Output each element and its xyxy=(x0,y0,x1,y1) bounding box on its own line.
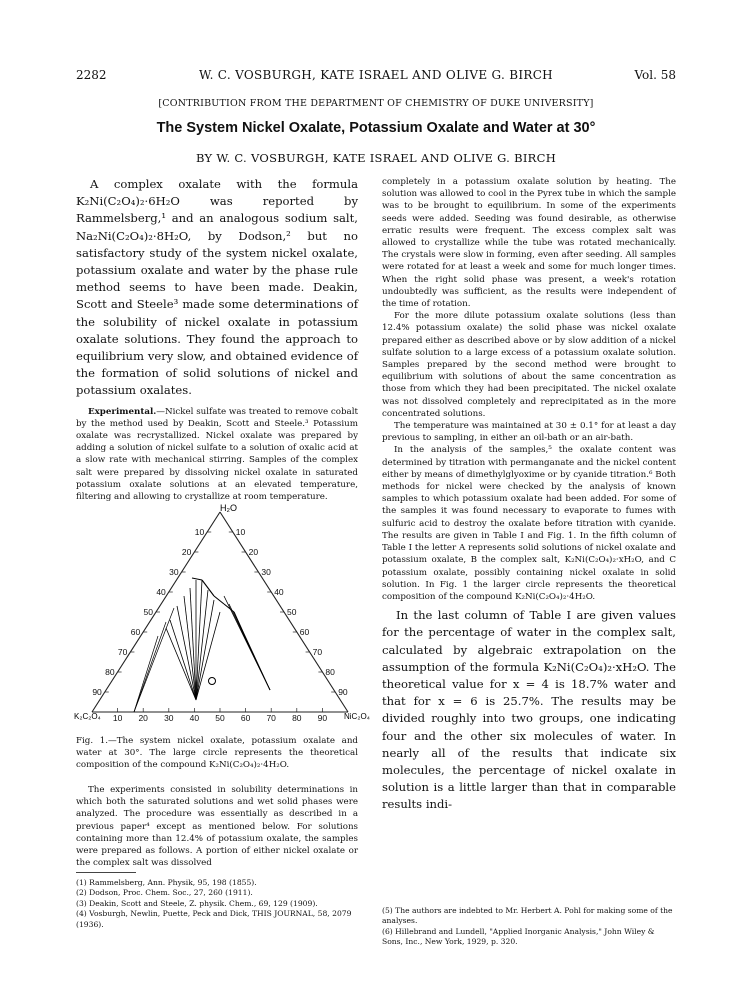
right-scale-label: 50 xyxy=(287,607,297,617)
experimental-paragraph xyxy=(76,406,358,504)
solubility-curve xyxy=(224,604,234,612)
solubility-curve xyxy=(192,578,202,580)
contribution-line: [CONTRIBUTION FROM THE DEPARTMENT OF CHEMISTRY OF DUKE UNIVERSITY] xyxy=(158,98,594,109)
bottom-scale-label: 30 xyxy=(164,713,174,723)
bottom-scale-label: 80 xyxy=(292,713,302,723)
footnote-2: (2) Dodson, Proc. Chem. Soc., 27, 260 (1911). xyxy=(76,888,253,898)
footnote-3: (3) Deakin, Scott and Steele, Z. physik. Chem., 69, 129 (1909). xyxy=(76,898,318,908)
tie-line xyxy=(134,608,174,712)
footnote-1: (1) Rammelsberg, Ann. Physik, 95, 198 (1855). xyxy=(76,878,257,887)
footnote-6: (6) Hillebrand and Lundell, "Applied Inorganic Analysis," John Wiley & Sons, Inc., New York, 1929, p. 320. xyxy=(382,926,655,947)
bottom-scale-label: 10 xyxy=(112,713,123,723)
water-content-paragraph: In the last column of Table I are given values for the percentage of water in the complex salt, calculated by algebraic extrapolation on the assumption of the formula K₂Ni(C₂O₄)₂·xH₂O. The theoretical value for x = 4 is 18.7% water and that for x = 6 is 25.7%. The results may be divided roughly into two groups, one indicating four and the other six molecules of water. In nearly all of the results that indicate six molecules, the percentage of nickel oxalate in solution is a little larger than that in comparable results indi- xyxy=(382,608,676,812)
left-scale-label: 20 xyxy=(181,547,192,557)
left-scale-label: 30 xyxy=(169,567,179,577)
right-scale-label: 20 xyxy=(248,547,259,557)
left-scale-label: 80 xyxy=(105,667,115,677)
tie-line xyxy=(134,636,158,712)
running-header xyxy=(76,68,676,86)
left-scale-label: 90 xyxy=(92,687,102,697)
bottom-scale-label: 40 xyxy=(189,713,200,723)
right-scale-label: 40 xyxy=(274,587,284,597)
left-scale-label: 50 xyxy=(143,607,153,617)
figure-1 xyxy=(74,500,370,732)
left-scale-label: 10 xyxy=(194,527,205,537)
procedure-paragraph: completely in a potassium oxalate solution by heating. The solution was allowed to cool in the Pyrex tube in which the sample was to be brought to equilibrium. In some of the experiments seeds were added. Seeding was found desirable, as otherwise erratic results were frequent. The excess complex salt was allowed to crystallize while the tube was rotated mechanically. The crystals were slow in forming, even after seeding. All samples were rotated for at least a week and some for much longer times. When the right solid phase was present, a week's rotation undoubtedly was sufficient, as the results were independent of the time of rotation. xyxy=(382,177,676,310)
right-scale-label: 80 xyxy=(325,667,335,677)
dilute-solutions-paragraph: For the more dilute potassium oxalate solutions (less than 12.4% potassium oxalate) the solid phase was nickel oxalate prepared either as described above or by slow addition of a nickel sulfate solution to a large excess of a potassium oxalate solution. Samples prepared by the second method were brought to equilibrium with solutions of about the same concentration as those from which they had been precipitated. The nickel oxalate was not dissolved completely and reprecipitated as in the more concentrated solutions. xyxy=(382,311,676,419)
experimental-text: —Nickel sulfate was treated to remove cobalt by the method used by Deakin, Scott and Steele.³ Potassium oxalate was recrystallized. Nickel oxalate was prepared by adding a solution of nickel sulfate to a solution of oxalic acid at a slow rate with mechanical stirring. Samples of the complex salt were prepared by dissolving nickel oxalate in saturated potassium oxalate solutions at an elevated temperature, filtering and allowing to crystallize at room temperature. xyxy=(76,406,358,503)
bottom-scale-label: 60 xyxy=(240,713,251,723)
right-column xyxy=(382,176,676,814)
k2c2o4-vertex-label: K₂C₂O₄ xyxy=(74,712,101,721)
solubility-curve xyxy=(242,630,246,640)
figure-caption: Fig. 1.—The system nickel oxalate, potassium oxalate and water at 30°. The large circle represents the theoretical composition of the compound K₂Ni(C₂O₄)₂·4H₂O. xyxy=(76,736,358,770)
left-scale-label: 60 xyxy=(130,627,141,637)
left-column xyxy=(76,176,358,503)
footnote-4: (4) Vosburgh, Newlin, Puette, Peck and Dick, THIS JOURNAL, 58, 2079 (1936). xyxy=(76,909,352,929)
right-scale-label: 10 xyxy=(235,527,246,537)
ternary-diagram xyxy=(74,500,370,732)
footnote-5: (5) The authors are indebted to Mr. Herbert A. Pohl for making some of the analyses. xyxy=(382,906,673,926)
solubility-curve xyxy=(214,596,224,604)
analysis-paragraph: In the analysis of the samples,⁵ the oxalate content was determined by titration with permanganate and the nickel content either by means of dimethylglyoxime or by cyanide titration.⁶ Both methods for nickel were checked by the analysis of known samples to which potassium oxalate had been added. For some of the samples it was found necessary to evaporate to fumes with sulfuric acid to destroy the oxalate before titration with cyanide. The results are given in Table I and Fig. 1. In the fifth column of Table I the letter A represents solid solutions of nickel oxalate and potassium oxalate, B the complex salt, K₂Ni(C₂O₄)₂·xH₂O, and C potassium oxalate, possibly containing nickel oxalate in solid solution. In Fig. 1 the larger circle represents the theoretical composition of the compound K₂Ni(C₂O₄)₂·4H₂O. xyxy=(382,445,676,602)
article-title: The System Nickel Oxalate, Potassium Oxalate and Water at 30° xyxy=(156,120,596,136)
running-title: W. C. VOSBURGH, KATE ISRAEL AND OLIVE G. BIRCH xyxy=(199,68,553,82)
solubility-curve xyxy=(234,612,242,630)
footnotes-right xyxy=(382,906,676,948)
tie-line xyxy=(244,636,270,690)
experimental-heading: Experimental. xyxy=(88,406,157,417)
left-column-lower xyxy=(76,784,358,869)
right-scale-label: 70 xyxy=(312,647,323,657)
nic2o4-vertex-label: NiC₂O₄ xyxy=(344,712,370,721)
h2o-vertex-label: H₂O xyxy=(220,503,237,513)
left-scale-label: 70 xyxy=(117,647,128,657)
right-scale-label: 60 xyxy=(299,627,310,637)
bottom-scale-label: 90 xyxy=(317,713,328,723)
temperature-paragraph: The temperature was maintained at 30 ± 0.1° for at least a day previous to sampling, in either an oil-bath or an air-bath. xyxy=(382,421,676,444)
right-scale-label: 30 xyxy=(261,567,271,577)
bottom-scale-label: 70 xyxy=(266,713,276,723)
bottom-scale-label: 20 xyxy=(138,713,148,723)
experiments-paragraph: The experiments consisted in solubility determinations in which both the saturated solutions and wet solid phases were analyzed. The procedure was essentially as described in a previous paper⁴ except as mentioned below. For solutions containing more than 12.4% of potassium oxalate, the samples were prepared as follows. A portion of either nickel oxalate or the complex salt was dissolved xyxy=(76,785,358,869)
author-byline: BY W. C. VOSBURGH, KATE ISRAEL AND OLIVE G. BIRCH xyxy=(195,151,557,165)
footnote-rule-left xyxy=(76,872,136,873)
theoretical-composition-marker xyxy=(209,678,216,685)
page-number: 2282 xyxy=(76,68,107,82)
right-scale-label: 90 xyxy=(338,687,348,697)
bottom-scale-label: 50 xyxy=(215,713,225,723)
intro-paragraph: A complex oxalate with the formula K₂Ni(C₂O₄)₂·6H₂O was reported by Rammelsberg,¹ and an analogous sodium salt, Na₂Ni(C₂O₄)₂·8H₂O, by Dodson,² but no satisfactory study of the system nickel oxalate, potassium oxalate and water by the phase rule method seems to have been made. Deakin, Scott and Steele³ made some determinations of the solubility of nickel oxalate in potassium oxalate solutions. They found the approach to equilibrium very slow, and obtained evidence of the formation of solid solutions of nickel and potassium oxalates. xyxy=(76,177,358,398)
volume-label: Vol. 58 xyxy=(634,68,676,82)
left-scale-label: 40 xyxy=(156,587,166,597)
footnotes-left xyxy=(76,878,358,930)
